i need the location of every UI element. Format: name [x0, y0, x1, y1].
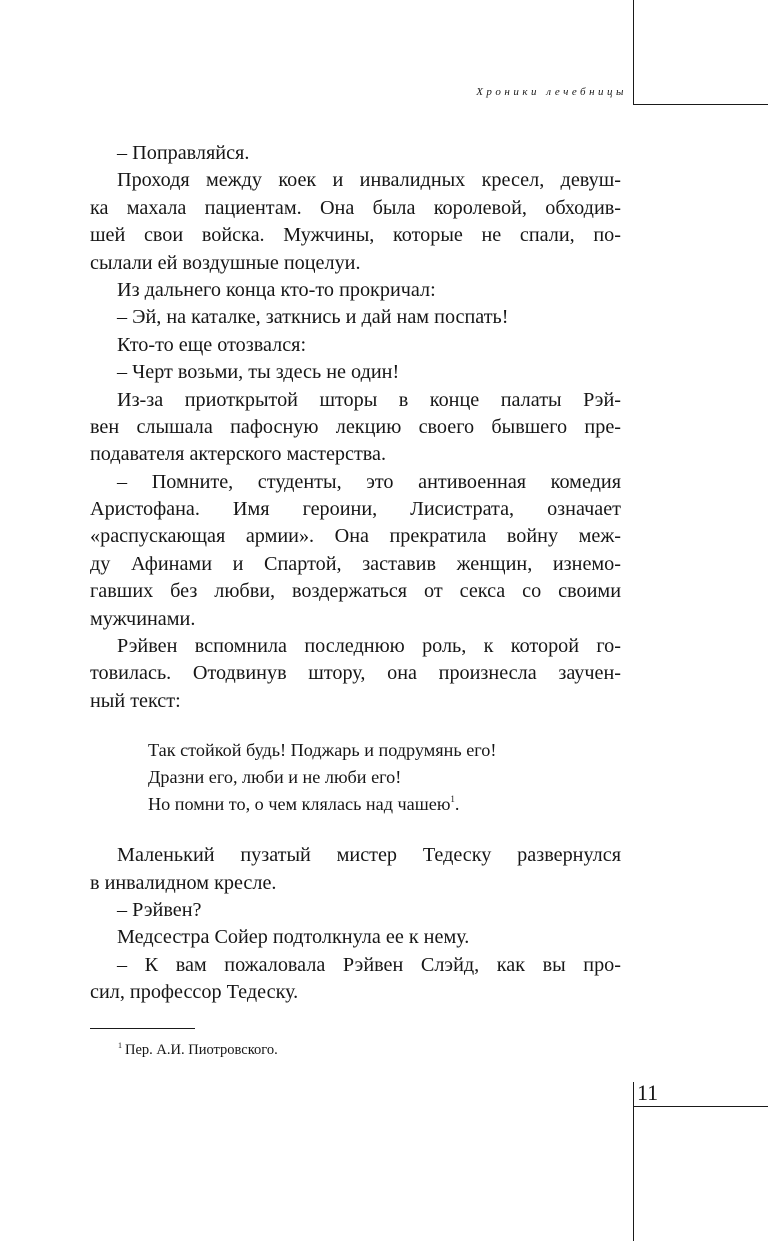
text-line: Маленький пузатый мистер Тедеску развернулся	[117, 844, 621, 867]
header-rule	[633, 104, 768, 105]
footnote-reference: 1	[450, 794, 455, 805]
poem-line: Дразни его, люби и не люби его!	[148, 767, 402, 788]
text-line: Кто-то еще отозвался:	[117, 333, 307, 356]
text-line: в инвалидном кресле.	[90, 871, 277, 894]
text-line: ду Афинами и Спартой, заставив женщин, изнемо-	[90, 552, 621, 575]
text-line: Из дальнего конца кто-то прокричал:	[117, 278, 436, 301]
text-line: шей свои войска. Мужчины, которые не спали, по-	[90, 224, 621, 247]
text-line: – К вам пожаловала Рэйвен Слэйд, как вы про-	[117, 953, 621, 976]
page-number-rule	[633, 1106, 768, 1107]
text-line: сил, профессор Тедеску.	[90, 981, 299, 1004]
text-line: Аристофана. Имя героини, Лисистрата, означает	[90, 498, 621, 521]
poem-line	[148, 791, 621, 818]
text-line: товилась. Отодвинув штору, она произнесла заучен-	[90, 662, 621, 685]
text-line: подавателя актерского мастерства.	[90, 443, 387, 466]
text-line: Рэйвен вспомнила последнюю роль, к которой го-	[117, 635, 621, 658]
poem-line-end: .	[454, 794, 460, 815]
poem-line-text: Но помни то, о чем клялась над чашею	[148, 794, 451, 815]
text-line: сылали ей воздушные поцелуи.	[90, 251, 361, 274]
running-head: Хроники лечебницы	[476, 86, 627, 98]
text-line: – Черт возьми, ты здесь не один!	[117, 361, 400, 384]
text-line: – Эй, на каталке, заткнись и дай нам поспать!	[117, 306, 509, 329]
poem-line: Так стойкой будь! Поджарь и подрумянь его!	[148, 740, 497, 761]
footnote-divider	[90, 1028, 195, 1029]
text-line: Медсестра Сойер подтолкнула ее к нему.	[117, 926, 470, 949]
text-line: – Рэйвен?	[117, 898, 202, 921]
footnote	[118, 1042, 278, 1059]
page-number: 11	[637, 1080, 659, 1105]
footnote-text: Пер. А.И. Пиотровского.	[125, 1042, 278, 1058]
text-line: вен слышала пафосную лекцию своего бывшего пре-	[90, 415, 621, 438]
body-text	[90, 140, 621, 1007]
text-line: мужчинами.	[90, 607, 196, 630]
text-line: ный текст:	[90, 689, 181, 712]
paragraphs-after-poem	[90, 842, 621, 1006]
text-line: ка махала пациентам. Она была королевой, обходив-	[90, 196, 621, 219]
poem-quote	[148, 737, 621, 818]
text-line: Проходя между коек и инвалидных кресел, девуш-	[117, 169, 621, 192]
text-line: гавших без любви, воздержаться от секса со своими	[90, 580, 621, 603]
text-line: – Поправляйся.	[117, 142, 250, 164]
text-line: – Помните, студенты, это антивоенная комедия	[117, 470, 621, 493]
top-vertical-rule	[633, 0, 634, 104]
text-line: Из-за приоткрытой шторы в конце палаты Рэй-	[117, 388, 621, 411]
paragraphs-before-poem	[90, 140, 621, 715]
footnote-number: 1	[118, 1041, 122, 1050]
text-line: «распускающая армии». Она прекратила войну меж-	[90, 525, 621, 548]
